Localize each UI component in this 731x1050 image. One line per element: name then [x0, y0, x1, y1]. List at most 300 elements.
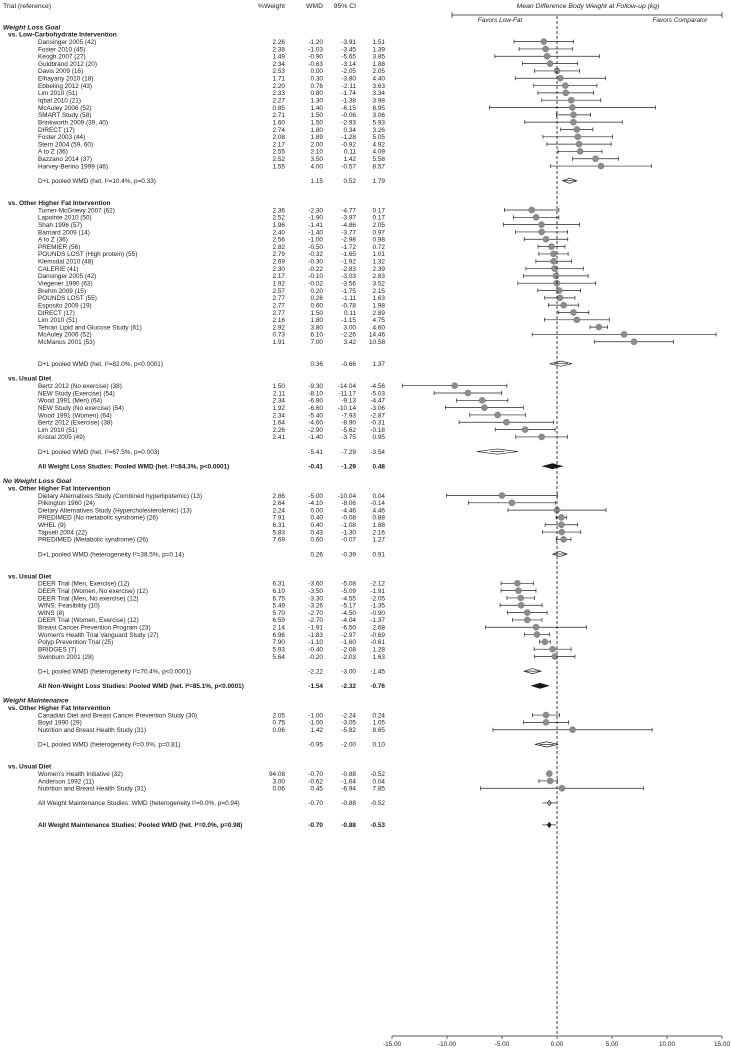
ci-high-value: 1.63	[372, 295, 385, 303]
study-label: Bazzano 2014 (37)	[38, 156, 93, 164]
wmd-value: -1.20	[308, 38, 323, 46]
ci-high-value: 2.05	[372, 68, 385, 76]
weight-value: 2.26	[272, 38, 285, 46]
study-label: Bertz 2012 (No exercise) (38)	[38, 382, 122, 390]
wmd-value: -2.22	[308, 668, 323, 676]
weight-value: 2.34	[272, 397, 285, 405]
header-trial: Trial (reference)	[3, 3, 52, 10]
study-label: Klemsdal 2010 (48)	[38, 258, 94, 266]
weight-value: 2.82	[272, 243, 285, 251]
wmd-value: -5.40	[308, 412, 323, 420]
weight-value: 1.64	[272, 419, 285, 427]
weight-value: 6.59	[272, 617, 285, 625]
ci-low-value: -5.09	[341, 587, 356, 595]
wmd-value: 1.30	[310, 97, 323, 105]
study-label: McAuley 2006 (52)	[38, 331, 92, 339]
ci-low-value: -3.77	[341, 229, 356, 237]
header-wmd: WMD	[306, 3, 323, 10]
weight-value: 0.06	[272, 727, 285, 735]
wmd-value: -0.30	[308, 258, 323, 266]
ci-high-value: -2.12	[370, 580, 385, 588]
point-estimate	[570, 119, 576, 125]
weight-value: 2.05	[272, 712, 285, 720]
ci-high-value: 5.58	[372, 156, 385, 164]
x-axis	[383, 16, 731, 1048]
point-estimate	[562, 82, 568, 88]
point-estimate	[557, 75, 563, 81]
ci-low-value: -0.07	[341, 536, 356, 544]
weight-value: 2.74	[272, 126, 285, 134]
pooled-label: D+L pooled WMD (het. I²=10.4%, p=0.33)	[38, 178, 156, 186]
study-label: Shah 1996 (57)	[38, 221, 83, 229]
point-estimate	[570, 112, 576, 118]
forest-marks	[403, 39, 717, 828]
weight-value: 2.64	[272, 500, 285, 508]
point-estimate	[598, 163, 604, 169]
ci-high-value: 4.46	[372, 507, 385, 515]
weight-value: 7.91	[272, 514, 285, 522]
ci-low-value: -2.11	[341, 82, 356, 90]
wmd-value: -0.70	[308, 770, 323, 778]
weight-value: 2.33	[272, 90, 285, 98]
point-estimate	[452, 383, 458, 389]
group-title: vs. Low-Carbohydrate Intervention	[8, 31, 117, 39]
ci-low-value: -3.80	[341, 75, 356, 83]
wmd-value: 0.36	[310, 361, 323, 369]
wmd-value: 1.80	[310, 126, 323, 134]
point-estimate	[479, 397, 485, 403]
ci-low-value: -1.60	[341, 639, 356, 647]
study-label: Swinburn 2001 (28)	[38, 653, 94, 661]
ci-low-value: -2.03	[341, 653, 356, 661]
wmd-value: 0.30	[310, 75, 323, 83]
point-estimate	[538, 222, 544, 228]
ci-high-value: 0.95	[372, 434, 385, 442]
ci-high-value: 4.75	[372, 317, 385, 325]
ci-high-value: 1.39	[372, 46, 385, 54]
weight-value: 1.55	[272, 163, 285, 171]
ci-low-value: -2.97	[341, 631, 356, 639]
ci-low-value: -1.08	[341, 522, 356, 530]
wmd-value: -2.70	[308, 617, 323, 625]
wmd-value: -9.30	[308, 382, 323, 390]
group-title: vs. Usual Diet	[8, 763, 52, 771]
wmd-value: -1.00	[308, 236, 323, 244]
ci-high-value: -0.76	[370, 683, 385, 691]
weight-value: 2.38	[272, 46, 285, 54]
ci-high-value: 2.89	[372, 309, 385, 317]
study-label: Women's Health Initiative (32)	[38, 770, 123, 778]
ci-low-value: -1.28	[341, 134, 356, 142]
study-label: A to Z (36)	[38, 236, 68, 244]
ci-high-value: 4.09	[372, 148, 385, 156]
ci-high-value: 1.79	[372, 178, 385, 186]
wmd-value: 7.00	[310, 339, 323, 347]
x-tick-label: 15.00	[714, 1041, 730, 1048]
wmd-value: -1.03	[308, 46, 323, 54]
point-estimate	[539, 229, 545, 235]
wmd-value: -1.40	[308, 434, 323, 442]
ci-high-value: 1.88	[372, 60, 385, 68]
x-tick-label: 0.00	[550, 1041, 564, 1048]
ci-high-value: 8.95	[372, 104, 385, 112]
pooled-label: D+L pooled WMD (het. I²=82.0%, p<0.0001)	[38, 361, 163, 369]
ci-high-value: 1.51	[372, 38, 385, 46]
point-estimate	[534, 631, 540, 637]
weight-value: 6.31	[272, 522, 285, 530]
ci-low-value: -2.83	[341, 265, 356, 273]
ci-high-value: 2.39	[372, 265, 385, 273]
point-estimate	[568, 97, 574, 103]
weight-value: 2.57	[272, 287, 285, 295]
wmd-value: -5.00	[308, 492, 323, 500]
weight-value: 5.83	[272, 529, 285, 537]
weight-value: 2.86	[272, 492, 285, 500]
study-label: Bertz 2012 (Exercise) (38)	[38, 419, 113, 427]
ci-low-value: -0.88	[341, 822, 356, 830]
study-label: Wood 1991 (Women) (64)	[38, 412, 112, 420]
overall-label: All Weight Loss Studies: Pooled WMD (het. I²=84.3%, p<0.0001)	[38, 463, 230, 471]
ci-high-value: 2.05	[372, 221, 385, 229]
ci-low-value: 0.11	[344, 309, 356, 317]
weight-value: 1.49	[272, 53, 285, 61]
ci-high-value: 1.32	[372, 258, 385, 266]
study-label: BRIDGES (7)	[38, 646, 77, 654]
weight-value: 7.90	[272, 639, 285, 647]
study-label: Wood 1991 (Men) (64)	[38, 397, 103, 405]
weight-value: 2.08	[272, 134, 285, 142]
wmd-value: 1.50	[310, 112, 323, 120]
ci-low-value: -3.75	[341, 434, 356, 442]
ci-low-value: -3.14	[341, 60, 356, 68]
ci-low-value: -1.29	[341, 463, 356, 471]
wmd-value: -1.90	[308, 214, 323, 222]
ci-low-value: -3.00	[341, 668, 356, 676]
ci-low-value: -3.97	[341, 214, 356, 222]
study-label: Turner-McGrievy 2007 (62)	[38, 207, 115, 215]
study-label: A to Z (36)	[38, 148, 68, 156]
weight-value: 0.75	[272, 719, 285, 727]
ci-low-value: -0.88	[341, 770, 356, 778]
wmd-value: -0.90	[308, 53, 323, 61]
weight-value: 6.75	[272, 595, 285, 603]
weight-value: 5.70	[272, 609, 285, 617]
ci-low-value: 3.00	[343, 324, 356, 332]
ci-high-value: 4.92	[372, 141, 385, 149]
weight-value: 1.92	[272, 280, 285, 288]
wmd-value: 6.10	[310, 331, 323, 339]
point-estimate	[529, 207, 535, 213]
ci-low-value: -1.72	[341, 243, 356, 251]
weight-value: 2.55	[272, 148, 285, 156]
wmd-value: 0.40	[310, 514, 323, 522]
weight-value: 2.56	[272, 236, 285, 244]
overall-label: All Non-Weight Loss Studies: Pooled WMD (het. I²=85.1%, p<0.0001)	[38, 683, 244, 691]
ci-low-value: -7.29	[341, 448, 356, 456]
ci-high-value: -1.37	[370, 617, 385, 625]
point-estimate	[542, 639, 548, 645]
ci-high-value: 0.48	[372, 463, 385, 471]
wmd-value: 1.89	[310, 134, 323, 142]
study-label: Guldbrand 2012 (20)	[38, 60, 97, 68]
weight-value: 1.71	[272, 75, 285, 83]
pooled-label: D+L pooled WMD (heterogeneity I²=0.0%, p=0.81)	[38, 741, 181, 749]
ci-high-value: 2.16	[372, 529, 385, 537]
weight-value: 6.31	[272, 580, 285, 588]
ci-low-value: -4.77	[341, 207, 356, 215]
point-estimate	[569, 104, 575, 110]
study-label: Dietary Alternatives Study (Combined hyperlipidemic) (13)	[38, 492, 203, 500]
wmd-value: 0.20	[310, 287, 323, 295]
study-label: PREMIER (56)	[38, 243, 81, 251]
ci-high-value: 4.60	[372, 324, 385, 332]
study-label: Stern 2004 (59, 60)	[38, 141, 94, 149]
weight-value: 2.26	[272, 426, 285, 434]
ci-high-value: 8.65	[372, 727, 385, 735]
ci-high-value: 0.24	[372, 712, 385, 720]
ci-low-value: -1.15	[341, 317, 356, 325]
weight-value: 2.17	[272, 273, 285, 281]
ci-low-value: -5.65	[341, 53, 356, 61]
ci-low-value: -8.06	[341, 500, 356, 508]
ci-low-value: -2.32	[341, 683, 356, 691]
ci-low-value: -2.26	[341, 331, 356, 339]
ci-high-value: 5.05	[372, 134, 385, 142]
ci-low-value: -4.55	[341, 595, 356, 603]
study-label: POUNDS LOST (55)	[38, 295, 97, 303]
point-estimate	[559, 785, 565, 791]
wmd-value: -3.30	[308, 595, 323, 603]
point-estimate	[543, 46, 549, 52]
weight-value: 2.27	[272, 97, 285, 105]
ci-high-value: 3.26	[372, 126, 385, 134]
study-label: Viegener 1990 (63)	[38, 280, 93, 288]
point-estimate	[465, 390, 471, 396]
ci-low-value: -2.08	[341, 646, 356, 654]
study-label: Lapointe 2010 (50)	[38, 214, 92, 222]
wmd-value: 2.00	[310, 141, 323, 149]
ci-high-value: -1.91	[370, 587, 385, 595]
group-title: vs. Usual Diet	[8, 375, 52, 383]
ci-high-value: 3.52	[372, 280, 385, 288]
ci-low-value: -2.24	[341, 712, 356, 720]
ci-low-value: -4.04	[341, 617, 356, 625]
point-estimate	[559, 529, 565, 535]
point-estimate	[546, 771, 552, 777]
study-label: Anderson 1992 (11)	[38, 778, 95, 786]
weight-value: 2.77	[272, 309, 285, 317]
study-label: Keogh 2007 (27)	[38, 53, 86, 61]
ci-high-value: -0.90	[370, 609, 385, 617]
point-estimate	[522, 427, 528, 433]
weight-value: 5.93	[272, 646, 285, 654]
study-label: McAuley 2006 (52)	[38, 104, 92, 112]
wmd-value: -0.20	[308, 653, 323, 661]
point-estimate	[518, 602, 524, 608]
point-estimate	[551, 258, 557, 264]
ci-high-value: 8.57	[372, 163, 385, 171]
weight-value: 2.77	[272, 302, 285, 310]
ci-high-value: 1.63	[372, 653, 385, 661]
wmd-value: 0.26	[310, 551, 323, 559]
ci-low-value: -1.30	[341, 529, 356, 537]
wmd-value: -1.54	[308, 683, 323, 691]
study-label: DIRECT (17)	[38, 126, 75, 134]
ci-low-value: -1.74	[341, 90, 356, 98]
ci-high-value: -0.69	[370, 631, 385, 639]
point-estimate	[495, 412, 501, 418]
ci-high-value: 0.17	[372, 214, 385, 222]
ci-low-value: -1.11	[341, 295, 356, 303]
wmd-value: 0.00	[310, 507, 323, 515]
ci-high-value: 5.93	[372, 119, 385, 127]
study-label: Foster 2003 (44)	[38, 134, 86, 142]
point-estimate	[592, 156, 598, 162]
ci-low-value: -5.82	[341, 727, 356, 735]
study-label: Nutrition and Breast Health Study (31)	[38, 785, 146, 793]
wmd-value: -1.10	[308, 639, 323, 647]
wmd-value: -4.60	[308, 419, 323, 427]
wmd-value: -1.41	[308, 221, 323, 229]
wmd-value: -0.95	[308, 741, 323, 749]
ci-high-value: -0.14	[370, 500, 385, 508]
study-label: Women's Health Trial Vanguard Study (27)	[38, 631, 159, 639]
wmd-value: -4.10	[308, 500, 323, 508]
study-label: Nutrition and Breast Health Study (31)	[38, 727, 146, 735]
ci-high-value: 0.98	[372, 236, 385, 244]
study-label: McManus 2001 (53)	[38, 339, 95, 347]
wmd-value: -0.40	[308, 646, 323, 654]
header-ci: 95% CI	[333, 3, 356, 10]
ci-low-value: -1.75	[341, 287, 356, 295]
point-estimate	[621, 331, 627, 337]
x-tick-label: -5.00	[494, 1041, 510, 1048]
favors-low-fat: Favors Low-Fat	[477, 17, 523, 24]
point-estimate	[631, 339, 637, 345]
ci-low-value: -11.17	[338, 390, 356, 398]
ci-high-value: 1.05	[372, 719, 385, 727]
point-estimate	[518, 595, 524, 601]
section-title: Weight Loss Goal	[3, 24, 61, 32]
ci-high-value: 3.34	[372, 90, 385, 98]
ci-high-value: 0.72	[372, 243, 385, 251]
study-label: Lim 2010 (51)	[38, 426, 78, 434]
point-estimate	[557, 295, 563, 301]
wmd-value: -1.40	[308, 229, 323, 237]
point-estimate	[561, 302, 567, 308]
wmd-value: 0.40	[310, 522, 323, 530]
ci-high-value: -0.52	[370, 800, 385, 808]
pooled-label: D+L pooled WMD (heterogeneity I²=38.5%, p=0.14)	[38, 551, 184, 559]
weight-value: 2.36	[272, 207, 285, 215]
wmd-value: 1.80	[310, 317, 323, 325]
weight-value: 5.49	[272, 602, 285, 610]
weight-value: 2.79	[272, 251, 285, 259]
point-estimate	[574, 317, 580, 323]
study-label: NEW Study (Exercise) (54)	[38, 390, 115, 398]
weight-value: 0.73	[272, 331, 285, 339]
ci-low-value: -5.17	[341, 602, 356, 610]
ci-low-value: 1.42	[343, 156, 356, 164]
study-label: PREDIMED (Metabolic syndrome) (26)	[38, 536, 149, 544]
weight-value: 6.10	[272, 587, 285, 595]
ci-high-value: -4.56	[370, 382, 385, 390]
ci-high-value: 0.88	[372, 514, 385, 522]
study-label: WINS (8)	[38, 609, 65, 617]
weight-value: 7.69	[272, 536, 285, 544]
study-label: Davis 2009 (16)	[38, 68, 84, 76]
study-label: Barnard 2009 (14)	[38, 229, 90, 237]
ci-high-value: 14.46	[369, 331, 385, 339]
study-label: Brehm 2009 (15)	[38, 287, 86, 295]
wmd-value: -1.00	[308, 719, 323, 727]
ci-high-value: 10.58	[369, 339, 385, 347]
weight-value: 2.30	[272, 265, 285, 273]
ci-high-value: 1.01	[372, 251, 385, 259]
weight-value: 1.91	[272, 339, 285, 347]
wmd-value: 0.26	[310, 295, 323, 303]
weight-value: 2.34	[272, 412, 285, 420]
ci-low-value: -3.56	[341, 280, 356, 288]
wmd-value: 1.42	[310, 727, 323, 735]
ci-low-value: -1.92	[341, 258, 356, 266]
point-estimate	[596, 324, 602, 330]
wmd-value: 1.40	[310, 104, 323, 112]
point-estimate	[547, 61, 553, 67]
wmd-value: 2.10	[310, 148, 323, 156]
study-label: Tapsell 2004 (22)	[38, 529, 88, 537]
study-label: Esposito 2009 (19)	[38, 302, 92, 310]
point-estimate	[550, 251, 556, 257]
ci-low-value: 0.11	[344, 148, 356, 156]
weight-value: 1.92	[272, 404, 285, 412]
weight-value: 2.16	[272, 317, 285, 325]
ci-high-value: -0.31	[370, 419, 385, 427]
study-label: PREDIMED (No metabolic syndrome) (26)	[38, 514, 159, 522]
weight-value: 2.71	[272, 112, 285, 120]
x-tick-label: -10.00	[437, 1041, 457, 1048]
point-estimate	[503, 419, 509, 425]
ci-low-value: -3.05	[341, 719, 356, 727]
ci-low-value: -4.46	[341, 507, 356, 515]
overall-label: All Weight Maintenance Studies: Pooled WMD (het. I²=0.0%, p=0.98)	[38, 822, 243, 830]
study-label: POUNDS LOST (High protein) (55)	[38, 251, 138, 259]
wmd-value: -0.32	[308, 251, 323, 259]
wmd-value: 0.76	[310, 82, 323, 90]
ci-low-value: -8.90	[341, 419, 356, 427]
point-estimate	[574, 126, 580, 132]
wmd-value: 1.50	[310, 309, 323, 317]
header-weight: %Weight	[257, 3, 285, 10]
ci-low-value: -6.94	[341, 785, 356, 793]
group-title: vs. Usual Diet	[8, 573, 52, 581]
ci-low-value: -0.06	[341, 112, 356, 120]
weight-value: 5.64	[272, 653, 285, 661]
study-label: Lim 2010 (51)	[38, 90, 78, 98]
wmd-value: -0.70	[308, 800, 323, 808]
ci-high-value: 1.28	[372, 646, 385, 654]
point-estimate	[481, 405, 487, 411]
ci-high-value: -0.18	[370, 426, 385, 434]
wmd-value: 1.50	[310, 119, 323, 127]
study-label: DEER Trial (Men, Exercise) (12)	[38, 580, 130, 588]
point-estimate	[558, 514, 564, 520]
point-estimate	[548, 244, 554, 250]
wmd-value: 0.80	[310, 90, 323, 98]
ci-high-value: 0.10	[372, 741, 385, 749]
wmd-value: -2.90	[308, 426, 323, 434]
wmd-value: -6.80	[308, 397, 323, 405]
